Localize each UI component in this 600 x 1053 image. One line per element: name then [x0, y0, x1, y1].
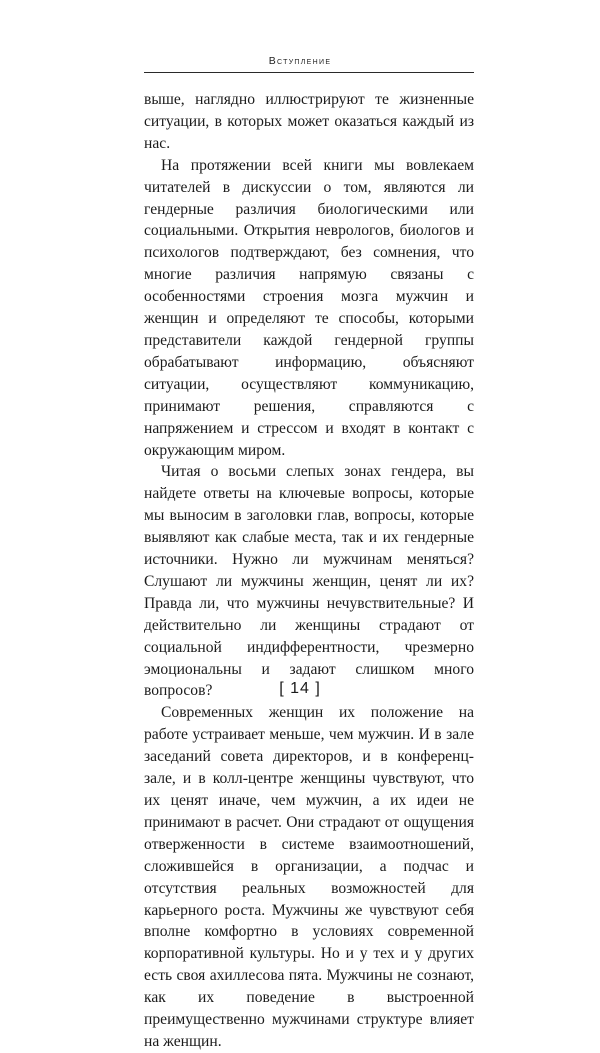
paragraph-2: На протяжении всей книги мы вовлекаем читателей в дискуссии о том, являются ли гендерные различия биологическими или социальными. Открытия неврологов, биологов и психологов подтверждают, без сомнения, что многие различия напрямую связаны с особенностями строения мозга мужчин и женщин и определяют те способы, которыми представители каждой гендерной группы обрабатывают информацию, объясняют ситуации, осуществляют коммуникацию, принимают решения, справляются с напряжением и стрессом и входят в контакт с окружающим миром.	[144, 156, 474, 459]
paragraph-1: выше, наглядно иллюстрируют те жизненные ситуации, в которых может оказаться каждый из нас.	[144, 91, 474, 152]
page-number: [ 14 ]	[279, 680, 321, 697]
header-rule	[144, 72, 474, 73]
paragraph-4: Современных женщин их положение на работе устраивает меньше, чем мужчин. И в зале заседаний совета директоров, и в конференц-зале, и в колл-центре женщины чувствуют, что их ценят иначе, чем мужчин, а их идеи не принимают в расчет. Они страдают от ощущения отверженности в системе взаимоотношений, сложившейся в организации, а подчас и отсутствия реальных возможностей для карьерного роста. Мужчины же чувствуют себя вполне комфортно в условиях современной корпоративной культуры. Но и у тех и у других есть своя ахиллесова пята. Мужчины не сознают, как их поведение в выстроенной преимущественно мужчинами структуре влияет на женщин.	[144, 704, 474, 1050]
running-header: Вступление	[268, 55, 332, 67]
paragraph-3: Читая о восьми слепых зонах гендера, вы найдете ответы на ключевые вопросы, которые мы выносим в заголовки глав, вопросы, которые выявляют как слабые места, так и их гендерные источники. Нужно ли мужчинам меняться? Слушают ли мужчины женщин, ценят ли их? Правда ли, что мужчины нечувствительные? И действительно ли женщины страдают от социальной индифферентности, чрезмерно эмоциональны и задают слишком много вопросов?	[144, 463, 474, 700]
body-text	[144, 89, 474, 1053]
